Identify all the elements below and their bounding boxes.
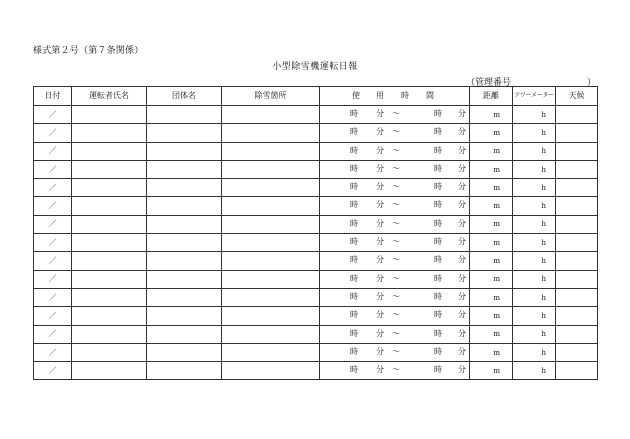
date-slash: ／ [48,310,57,320]
distance-unit: m [493,202,500,211]
hour-meter-cell[interactable] [513,215,556,233]
distance-cell[interactable] [470,307,513,325]
hour-meter-unit: h [541,366,546,375]
hour-meter-cell[interactable] [513,124,556,142]
date-cell[interactable] [34,215,72,233]
time-range-tilde: 〜 [392,109,400,118]
start-minute-label: 分 [376,346,384,356]
start-minute-label: 分 [376,145,384,155]
usage-time-cell[interactable] [320,197,470,215]
usage-time-cell[interactable] [320,179,470,197]
time-range-tilde: 〜 [392,200,400,210]
date-slash: ／ [48,201,57,211]
end-minute-label: 分 [458,255,466,265]
hour-meter-cell[interactable] [513,288,556,306]
start-hour-label: 時 [350,200,358,210]
distance-cell[interactable] [470,197,513,215]
time-range-tilde: 〜 [392,255,400,265]
operator-name-cell[interactable] [72,124,147,142]
start-minute-label: 分 [376,163,384,173]
start-minute-label: 分 [376,200,384,210]
group-name-cell[interactable] [147,252,222,270]
operator-name-cell[interactable] [72,197,147,215]
operator-name-cell[interactable] [72,307,147,325]
snow-removal-location-cell[interactable] [222,343,320,361]
weather-cell[interactable] [556,270,598,288]
weather-cell[interactable] [556,307,598,325]
distance-cell[interactable] [470,325,513,343]
document-title: 小型除雪機運転日報 [272,62,358,72]
distance-cell[interactable] [470,270,513,288]
end-hour-label: 時 [434,346,442,356]
start-hour-label: 時 [350,255,358,265]
end-hour-label: 時 [434,182,442,192]
start-minute-label: 分 [376,109,384,118]
date-slash: ／ [48,146,57,156]
usage-time-cell[interactable] [320,252,470,270]
usage-time-cell[interactable] [320,215,470,233]
weather-cell[interactable] [556,343,598,361]
end-minute-label: 分 [458,109,466,118]
group-name-cell[interactable] [147,270,222,288]
hour-meter-unit: h [541,330,546,339]
group-name-cell[interactable] [147,160,222,178]
time-range-tilde: 〜 [392,328,400,338]
distance-unit: m [493,330,500,339]
hour-meter-cell[interactable] [513,106,556,124]
operator-name-cell[interactable] [72,252,147,270]
distance-unit: m [493,238,500,247]
header-usage-time-char-2: 用 [376,91,384,100]
start-hour-label: 時 [350,328,358,338]
time-range-tilde: 〜 [392,127,400,137]
snow-removal-location-cell[interactable] [222,288,320,306]
distance-cell[interactable] [470,234,513,252]
group-name-cell[interactable] [147,325,222,343]
end-hour-label: 時 [434,145,442,155]
end-minute-label: 分 [458,237,466,247]
snow-removal-location-cell[interactable] [222,270,320,288]
snow-removal-location-cell[interactable] [222,307,320,325]
distance-unit: m [493,366,500,375]
date-slash: ／ [48,219,57,229]
snow-removal-location-cell[interactable] [222,197,320,215]
hour-meter-unit: h [541,293,546,302]
table-row [34,325,598,343]
header-group-name: 団体名 [147,87,222,106]
start-minute-label: 分 [376,310,384,320]
date-cell[interactable] [34,343,72,361]
distance-unit: m [493,293,500,302]
start-hour-label: 時 [350,218,358,228]
date-cell[interactable] [34,142,72,160]
distance-cell[interactable] [470,288,513,306]
usage-time-cell[interactable] [320,288,470,306]
date-cell[interactable] [34,179,72,197]
end-minute-label: 分 [458,127,466,137]
distance-unit: m [493,110,500,119]
date-cell[interactable] [34,234,72,252]
snow-removal-location-cell[interactable] [222,252,320,270]
operation-log-table [33,86,598,380]
start-minute-label: 分 [376,218,384,228]
date-cell[interactable] [34,362,72,380]
end-minute-label: 分 [458,218,466,228]
form-number-label: 様式第２号（第７条関係） [33,46,144,56]
operator-name-cell[interactable] [72,288,147,306]
distance-cell[interactable] [470,142,513,160]
weather-cell[interactable] [556,252,598,270]
start-hour-label: 時 [350,365,358,375]
distance-unit: m [493,311,500,320]
hour-meter-cell[interactable] [513,270,556,288]
operator-name-cell[interactable] [72,343,147,361]
snow-removal-location-cell[interactable] [222,142,320,160]
hour-meter-cell[interactable] [513,142,556,160]
table-row [34,160,598,178]
snow-removal-location-cell[interactable] [222,234,320,252]
time-range-tilde: 〜 [392,237,400,247]
operator-name-cell[interactable] [72,270,147,288]
end-minute-label: 分 [458,365,466,375]
time-range-tilde: 〜 [392,291,400,301]
date-cell[interactable] [34,252,72,270]
table-row [34,234,598,252]
start-hour-label: 時 [350,310,358,320]
hour-meter-cell[interactable] [513,197,556,215]
weather-cell[interactable] [556,179,598,197]
header-usage-time-char-1: 使 [352,91,360,100]
header-distance: 距離 [470,87,513,106]
weather-cell[interactable] [556,106,598,124]
date-slash: ／ [48,292,57,302]
operator-name-cell[interactable] [72,215,147,233]
date-cell[interactable] [34,124,72,142]
group-name-cell[interactable] [147,343,222,361]
usage-time-cell[interactable] [320,234,470,252]
header-hour-meter: アワーメーター [513,87,556,106]
date-slash: ／ [48,329,57,339]
weather-cell[interactable] [556,215,598,233]
header-usage-time-char-4: 間 [426,91,434,100]
end-minute-label: 分 [458,273,466,283]
start-hour-label: 時 [350,346,358,356]
hour-meter-cell[interactable] [513,325,556,343]
start-minute-label: 分 [376,255,384,265]
operator-name-cell[interactable] [72,160,147,178]
group-name-cell[interactable] [147,142,222,160]
end-minute-label: 分 [458,310,466,320]
usage-time-cell[interactable] [320,343,470,361]
header-snow-removal-location: 除雪箇所 [222,87,320,106]
end-hour-label: 時 [434,365,442,375]
date-cell[interactable] [34,307,72,325]
time-range-tilde: 〜 [392,163,400,173]
end-hour-label: 時 [434,163,442,173]
distance-cell[interactable] [470,179,513,197]
end-minute-label: 分 [458,200,466,210]
hour-meter-cell[interactable] [513,252,556,270]
time-range-tilde: 〜 [392,182,400,192]
group-name-cell[interactable] [147,124,222,142]
hour-meter-cell[interactable] [513,160,556,178]
weather-cell[interactable] [556,197,598,215]
hour-meter-cell[interactable] [513,307,556,325]
end-hour-label: 時 [434,328,442,338]
table-row [34,197,598,215]
date-slash: ／ [48,127,57,137]
end-hour-label: 時 [434,291,442,301]
header-weather: 天候 [556,87,598,106]
hour-meter-unit: h [541,128,546,137]
group-name-cell[interactable] [147,307,222,325]
group-name-cell[interactable] [147,179,222,197]
start-hour-label: 時 [350,109,358,118]
end-hour-label: 時 [434,237,442,247]
date-cell[interactable] [34,270,72,288]
snow-removal-location-cell[interactable] [222,179,320,197]
weather-cell[interactable] [556,160,598,178]
group-name-cell[interactable] [147,362,222,380]
date-slash: ／ [48,365,57,375]
start-minute-label: 分 [376,273,384,283]
table-row [34,343,598,361]
end-minute-label: 分 [458,145,466,155]
hour-meter-unit: h [541,257,546,266]
hour-meter-unit: h [541,348,546,357]
date-cell[interactable] [34,197,72,215]
snow-removal-location-cell[interactable] [222,160,320,178]
group-name-cell[interactable] [147,288,222,306]
hour-meter-unit: h [541,110,546,119]
hour-meter-unit: h [541,147,546,156]
header-usage-time [320,87,470,106]
date-slash: ／ [48,274,57,284]
distance-unit: m [493,220,500,229]
start-minute-label: 分 [376,291,384,301]
header-date: 日付 [34,87,72,106]
distance-cell[interactable] [470,252,513,270]
usage-time-cell[interactable] [320,362,470,380]
start-hour-label: 時 [350,145,358,155]
table-row [34,362,598,380]
start-hour-label: 時 [350,182,358,192]
hour-meter-unit: h [541,165,546,174]
hour-meter-unit: h [541,311,546,320]
time-range-tilde: 〜 [392,273,400,283]
date-cell[interactable] [34,160,72,178]
start-minute-label: 分 [376,328,384,338]
snow-removal-location-cell[interactable] [222,362,320,380]
snow-removal-location-cell[interactable] [222,124,320,142]
time-range-tilde: 〜 [392,145,400,155]
management-number-label: （管理番号 [466,78,512,88]
end-minute-label: 分 [458,163,466,173]
date-slash: ／ [48,164,57,174]
operator-name-cell[interactable] [72,106,147,124]
date-slash: ／ [48,109,57,119]
weather-cell[interactable] [556,288,598,306]
group-name-cell[interactable] [147,197,222,215]
start-hour-label: 時 [350,163,358,173]
end-minute-label: 分 [458,291,466,301]
weather-cell[interactable] [556,362,598,380]
usage-time-cell[interactable] [320,325,470,343]
start-minute-label: 分 [376,237,384,247]
usage-time-cell[interactable] [320,270,470,288]
usage-time-cell[interactable] [320,106,470,124]
usage-time-cell[interactable] [320,142,470,160]
snow-removal-location-cell[interactable] [222,325,320,343]
distance-unit: m [493,183,500,192]
start-hour-label: 時 [350,127,358,137]
time-range-tilde: 〜 [392,346,400,356]
start-hour-label: 時 [350,273,358,283]
usage-time-cell[interactable] [320,307,470,325]
start-hour-label: 時 [350,237,358,247]
end-minute-label: 分 [458,328,466,338]
start-minute-label: 分 [376,365,384,375]
header-usage-time-char-3: 時 [401,91,409,100]
end-minute-label: 分 [458,182,466,192]
distance-cell[interactable] [470,124,513,142]
group-name-cell[interactable] [147,234,222,252]
table-row [34,179,598,197]
distance-cell[interactable] [470,343,513,361]
weather-cell[interactable] [556,325,598,343]
header-operator-name: 運転者氏名 [72,87,147,106]
table-row [34,252,598,270]
table-row [34,215,598,233]
time-range-tilde: 〜 [392,365,400,375]
distance-unit: m [493,348,500,357]
snow-removal-location-cell[interactable] [222,106,320,124]
table-row [34,142,598,160]
start-hour-label: 時 [350,291,358,301]
table-row [34,270,598,288]
weather-cell[interactable] [556,234,598,252]
date-cell[interactable] [34,325,72,343]
end-hour-label: 時 [434,109,442,118]
distance-unit: m [493,275,500,284]
end-hour-label: 時 [434,218,442,228]
end-hour-label: 時 [434,127,442,137]
time-range-tilde: 〜 [392,310,400,320]
table-row [34,288,598,306]
distance-unit: m [493,165,500,174]
usage-time-cell[interactable] [320,124,470,142]
start-minute-label: 分 [376,127,384,137]
end-minute-label: 分 [458,346,466,356]
weather-cell[interactable] [556,142,598,160]
end-hour-label: 時 [434,310,442,320]
hour-meter-cell[interactable] [513,362,556,380]
date-slash: ／ [48,237,57,247]
date-slash: ／ [48,256,57,266]
operator-name-cell[interactable] [72,362,147,380]
hour-meter-unit: h [541,220,546,229]
distance-cell[interactable] [470,106,513,124]
date-cell[interactable] [34,288,72,306]
time-range-tilde: 〜 [392,218,400,228]
hour-meter-unit: h [541,183,546,192]
table-header-row [34,87,598,106]
start-minute-label: 分 [376,182,384,192]
hour-meter-cell[interactable] [513,234,556,252]
distance-cell[interactable] [470,160,513,178]
snow-removal-location-cell[interactable] [222,215,320,233]
table-row [34,307,598,325]
distance-unit: m [493,147,500,156]
usage-time-cell[interactable] [320,160,470,178]
group-name-cell[interactable] [147,106,222,124]
distance-cell[interactable] [470,215,513,233]
date-slash: ／ [48,182,57,192]
weather-cell[interactable] [556,124,598,142]
distance-unit: m [493,128,500,137]
operator-name-cell[interactable] [72,142,147,160]
hour-meter-unit: h [541,202,546,211]
hour-meter-cell[interactable] [513,179,556,197]
group-name-cell[interactable] [147,215,222,233]
date-slash: ／ [48,347,57,357]
end-hour-label: 時 [434,200,442,210]
operator-name-cell[interactable] [72,179,147,197]
table-row [34,124,598,142]
hour-meter-unit: h [541,275,546,284]
distance-cell[interactable] [470,362,513,380]
end-hour-label: 時 [434,255,442,265]
distance-unit: m [493,257,500,266]
end-hour-label: 時 [434,273,442,283]
table-row [34,106,598,124]
operator-name-cell[interactable] [72,325,147,343]
management-number-close-paren: ） [586,78,596,88]
operator-name-cell[interactable] [72,234,147,252]
hour-meter-cell[interactable] [513,343,556,361]
hour-meter-unit: h [541,238,546,247]
date-cell[interactable] [34,106,72,124]
